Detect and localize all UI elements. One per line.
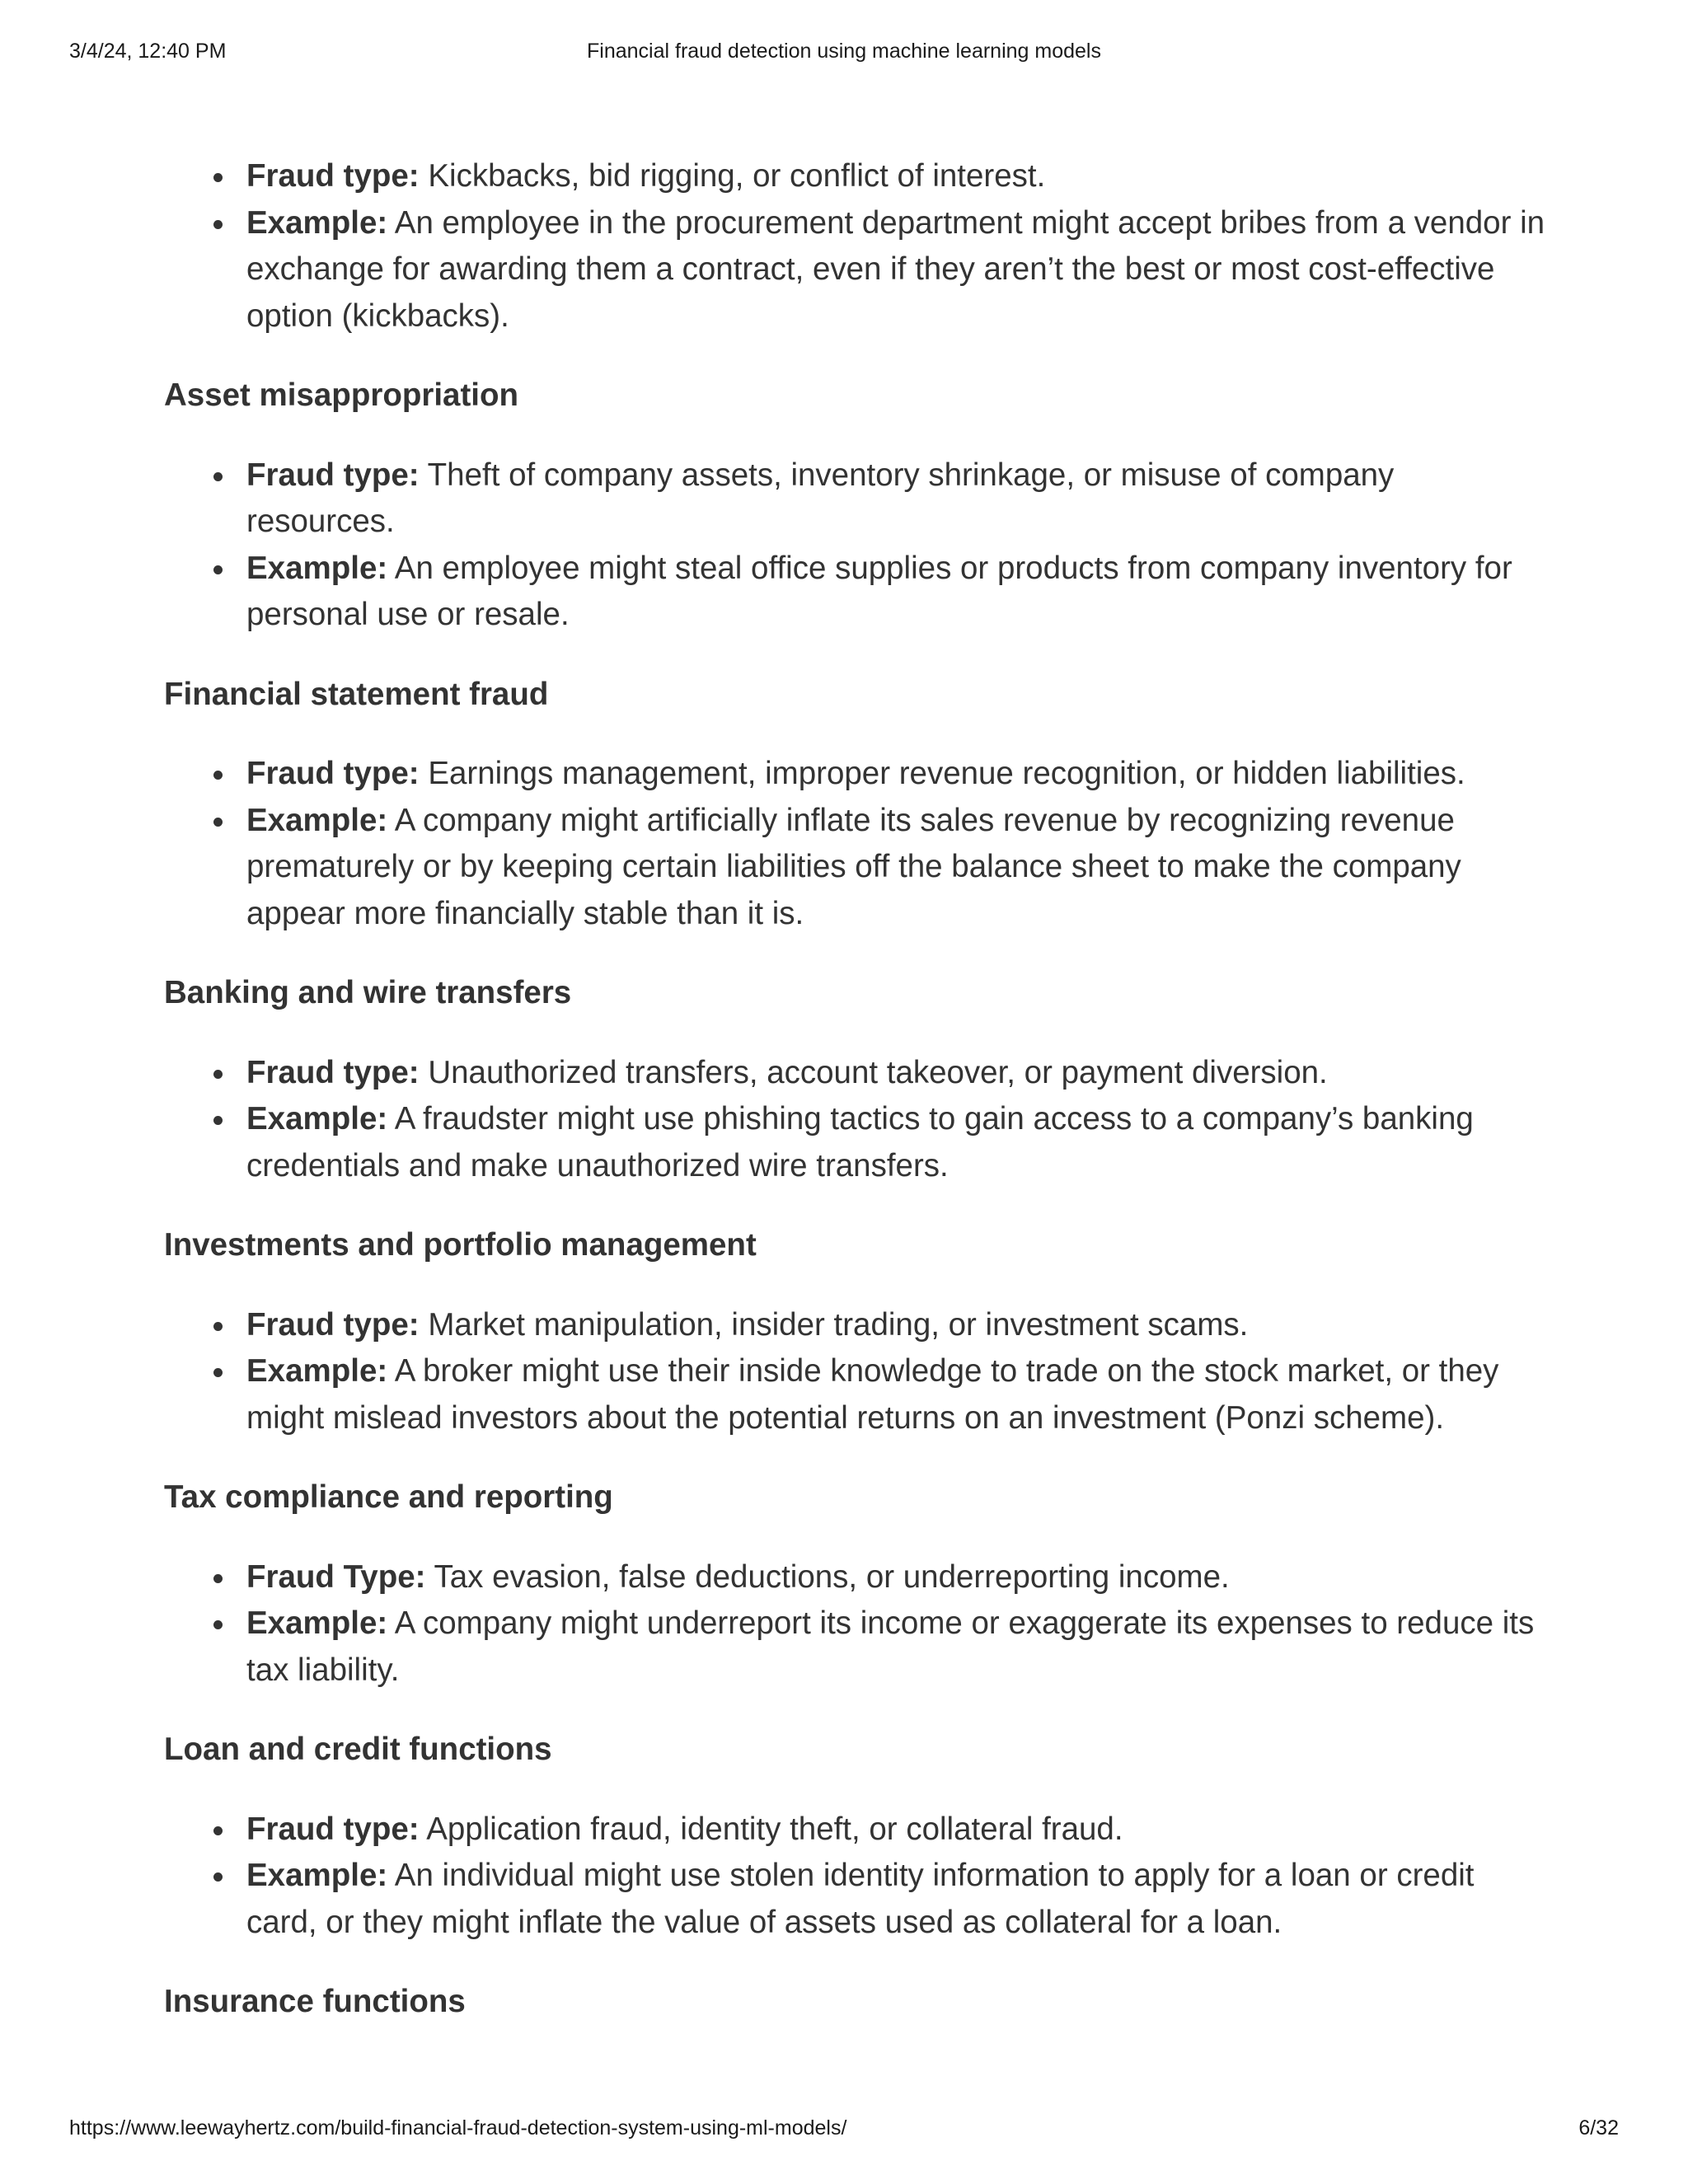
- section-heading: Tax compliance and reporting: [164, 1479, 613, 1515]
- item-text: Application fraud, identity theft, or collateral fraud.: [426, 1811, 1123, 1847]
- section-banking-wire-transfers: [164, 970, 1549, 1189]
- item-text: A broker might use their inside knowledge to trade on the stock market, or they might mislead investors about the potential returns on an investment (Ponzi scheme).: [246, 1353, 1499, 1436]
- list-item: [164, 798, 1549, 938]
- item-label: Fraud type:: [246, 158, 420, 194]
- bullet-list: [164, 452, 1549, 639]
- article-content: [164, 153, 1549, 2059]
- list-item: [164, 1050, 1549, 1097]
- bullet-list: [164, 1554, 1549, 1694]
- item-label: Example:: [246, 1353, 388, 1389]
- section-heading: Loan and credit functions: [164, 1732, 552, 1767]
- item-text: Unauthorized transfers, account takeover, or payment diversion.: [428, 1054, 1328, 1090]
- section-loan-credit: [164, 1727, 1549, 1946]
- item-label: Example:: [246, 1101, 388, 1137]
- list-item: [164, 1601, 1549, 1694]
- bullet-dot: [213, 1322, 223, 1331]
- bullet-dot: [213, 472, 223, 481]
- item-text: An employee in the procurement department might accept bribes from a vendor in exchange for awarding them a contract, even if they aren’t the best or most cost-effective option (kickbacks).: [246, 204, 1545, 334]
- bullet-dot: [213, 565, 223, 574]
- bullet-dot: [213, 1872, 223, 1882]
- bullet-dot: [213, 1368, 223, 1377]
- item-text: An individual might use stolen identity information to apply for a loan or credit card, or they might inflate the value of assets used as collateral for a loan.: [246, 1858, 1475, 1940]
- item-label: Example:: [246, 1605, 388, 1641]
- section-heading: Banking and wire transfers: [164, 975, 572, 1010]
- item-text: Theft of company assets, inventory shrinkage, or misuse of company resources.: [246, 457, 1395, 539]
- bullet-dot: [213, 1620, 223, 1629]
- item-text: A company might underreport its income or exaggerate its expenses to reduce its tax liability.: [246, 1605, 1535, 1688]
- item-label: Example:: [246, 204, 388, 241]
- item-label: Example:: [246, 1858, 388, 1893]
- bullet-list: [164, 1807, 1549, 1947]
- list-item: [164, 1807, 1549, 1854]
- bullet-dot: [213, 1116, 223, 1125]
- bullet-dot: [213, 1574, 223, 1583]
- section-financial-statement-fraud: [164, 672, 1549, 938]
- page-number: 6/32: [1578, 2116, 1619, 2139]
- list-item: [164, 751, 1549, 798]
- bullet-dot: [213, 818, 223, 827]
- item-text: Earnings management, improper revenue recognition, or hidden liabilities.: [428, 756, 1465, 791]
- list-item: [164, 1853, 1549, 1946]
- list-item: [164, 1554, 1549, 1601]
- intro-bullet-list: [164, 153, 1549, 340]
- item-text: Kickbacks, bid rigging, or conflict of interest.: [428, 158, 1046, 194]
- bullet-dot: [213, 771, 223, 780]
- section-heading: Investments and portfolio management: [164, 1227, 757, 1263]
- item-label: Fraud type:: [246, 756, 420, 791]
- print-doc-title: Financial fraud detection using machine learning models: [587, 40, 1101, 63]
- bullet-list: [164, 751, 1549, 937]
- item-label: Fraud type:: [246, 1054, 420, 1090]
- item-text: Market manipulation, insider trading, or investment scams.: [428, 1306, 1249, 1343]
- section-heading: Asset misappropriation: [164, 377, 519, 413]
- list-item: [164, 1096, 1549, 1189]
- section-tax-compliance: [164, 1474, 1549, 1694]
- item-label: Fraud type:: [246, 1811, 420, 1847]
- section-heading-insurance: Insurance functions: [164, 1984, 466, 2019]
- print-datetime: 3/4/24, 12:40 PM: [69, 40, 227, 63]
- item-label: Example:: [246, 802, 388, 838]
- item-text: Tax evasion, false deductions, or underreporting income.: [434, 1558, 1230, 1595]
- bullet-dot: [213, 1826, 223, 1835]
- bullet-dot: [213, 173, 223, 182]
- list-item: [164, 1348, 1549, 1441]
- list-item: [164, 452, 1549, 546]
- section-asset-misappropriation: [164, 373, 1549, 639]
- item-label: Fraud type:: [246, 1306, 420, 1343]
- list-item: [164, 1302, 1549, 1349]
- item-text: An employee might steal office supplies or products from company inventory for personal use or resale.: [246, 550, 1512, 632]
- bullet-dot: [213, 220, 223, 229]
- bullet-dot: [213, 1070, 223, 1079]
- item-text: A company might artificially inflate its sales revenue by recognizing revenue prematurely or by keeping certain liabilities off the balance sheet to make the company appear more financially stable than it is.: [246, 802, 1461, 931]
- list-item: [164, 153, 1549, 200]
- list-item: [164, 546, 1549, 639]
- item-label: Fraud type:: [246, 457, 420, 493]
- section-investments-portfolio: [164, 1222, 1549, 1441]
- bullet-list: [164, 1302, 1549, 1442]
- print-header: [0, 40, 1688, 68]
- section-heading: Financial statement fraud: [164, 676, 549, 712]
- item-text: A fraudster might use phishing tactics to gain access to a company’s banking credentials and make unauthorized wire transfers.: [246, 1101, 1474, 1183]
- page-url: https://www.leewayhertz.com/build-financial-fraud-detection-system-using-ml-models/: [69, 2116, 847, 2139]
- bullet-list: [164, 1050, 1549, 1190]
- list-item: [164, 200, 1549, 340]
- item-label: Fraud Type:: [246, 1558, 426, 1595]
- item-label: Example:: [246, 550, 388, 586]
